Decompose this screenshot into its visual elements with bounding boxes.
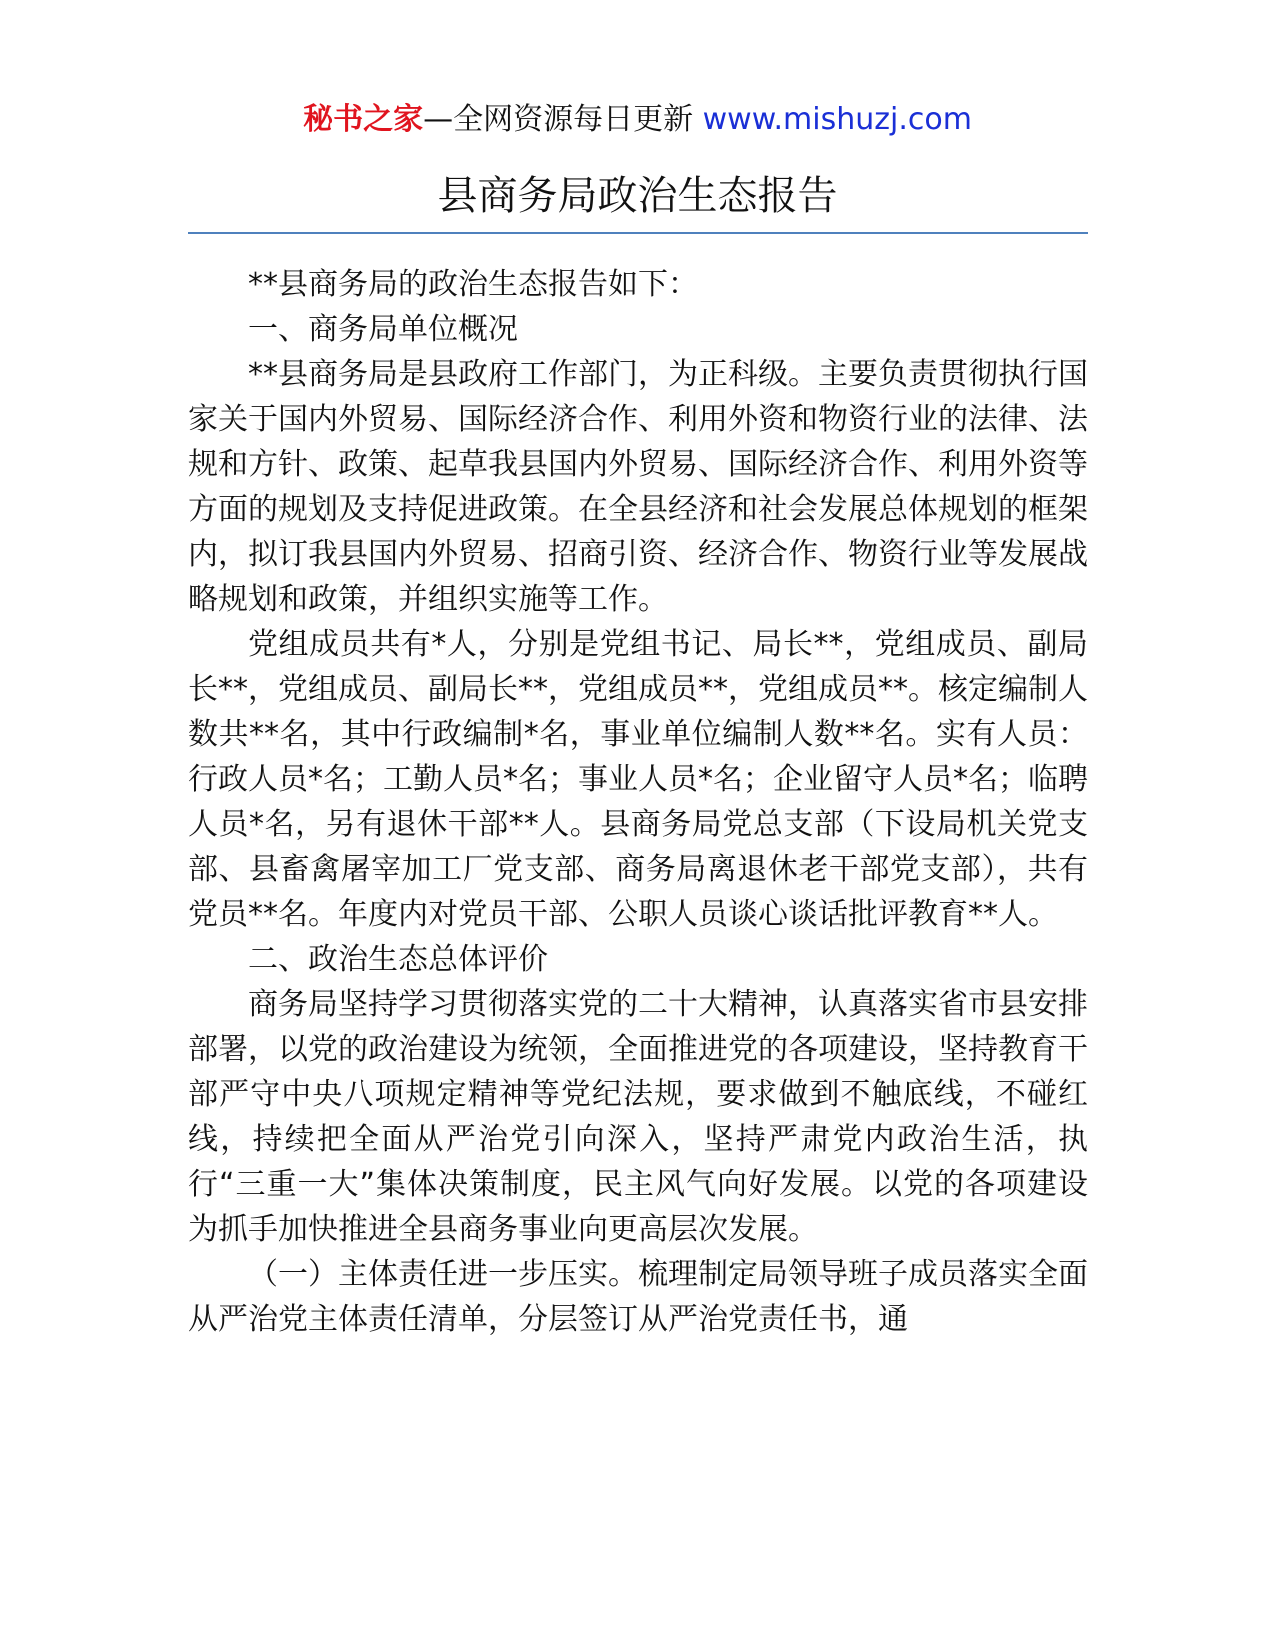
title-divider (188, 232, 1088, 234)
paragraph-intro: **县商务局的政治生态报告如下： (248, 267, 698, 302)
site-slogan: —全网资源每日更新 (423, 102, 703, 137)
site-brand: 秘书之家 (303, 102, 424, 137)
site-url-link[interactable]: www.mishuzj.com (702, 102, 972, 137)
document-title: 县商务局政治生态报告 (437, 173, 838, 219)
paragraph-overview: **县商务局是县政府工作部门，为正科级。主要负责贯彻执行国家关于国内外贸易、国际经济合作、利用外资和物资行业的法律、法规和方针、政策、起草我县国内外贸易、国际经济合作、利用外资等方面的规划及支持促进政策。在全县经济和社会发展总体规划的框架内，拟订我县国内外贸易、招商引资、经济合作、物资行业等发展战略规划和政策，并组织实施等工作。 (188, 357, 1088, 617)
document-body (188, 262, 1088, 1342)
section-heading-2: 二、政治生态总体评价 (248, 942, 548, 977)
section-heading-1: 一、商务局单位概况 (248, 312, 518, 347)
paragraph-members: 党组成员共有*人，分别是党组书记、局长**，党组成员、副局长**，党组成员、副局长**，党组成员**，党组成员**。核定编制人数共**名，其中行政编制*名，事业单位编制人数**名。实有人员：行政人员*名；工勤人员*名；事业人员*名；企业留守人员*名；临聘人员*名，另有退休干部**人。县商务局党总支部（下设局机关党支部、县畜禽屠宰加工厂党支部、商务局离退休老干部党支部），共有党员**名。年度内对党员干部、公职人员谈心谈话批评教育**人。 (188, 627, 1088, 932)
site-header (0, 100, 1275, 140)
paragraph-evaluation: 商务局坚持学习贯彻落实党的二十大精神，认真落实省市县安排部署，以党的政治建设为统领，全面推进党的各项建设，坚持教育干部严守中央八项规定精神等党纪法规，要求做到不触底线，不碰红线，持续把全面从严治党引向深入，坚持严肃党内政治生活，执行“三重一大”集体决策制度，民主风气向好发展。以党的各项建设为抓手加快推进全县商务事业向更高层次发展。 (188, 987, 1088, 1247)
paragraph-responsibility: （一）主体责任进一步压实。梳理制定局领导班子成员落实全面从严治党主体责任清单，分层签订从严治党责任书，通 (188, 1257, 1088, 1337)
